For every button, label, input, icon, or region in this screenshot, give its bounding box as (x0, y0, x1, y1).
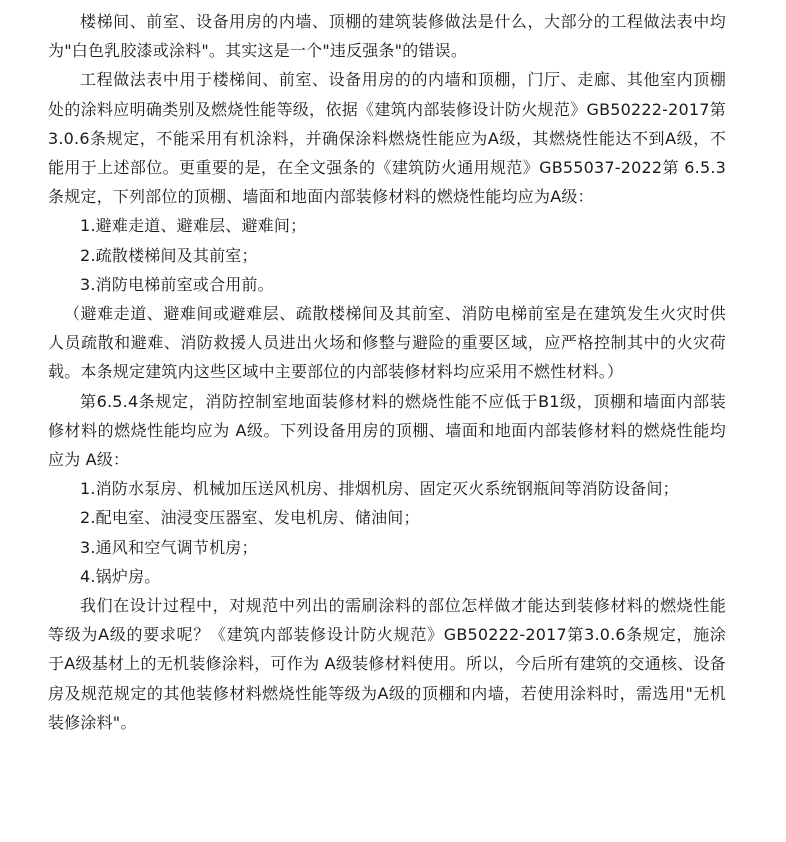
list-item: 1.消防水泵房、机械加压送风机房、排烟机房、固定灭火系统钢瓶间等消防设备间； (80, 479, 679, 499)
paragraph-explanation: （避难走道、避难间或避难层、疏散楼梯间及其前室、消防电梯前室是在建筑发生火灾时供人员疏散和避难、消防救援人员进出火场和修整与避险的重要区域，应严格控制其中的火灾荷载。本条规定建筑内这些区域中主要部位的内部装修材料均应采用不燃性材料。） (48, 304, 726, 382)
paragraph-regulation-6-5-4: 第6.5.4条规定，消防控制室地面装修材料的燃烧性能不应低于B1级，顶棚和墙面内部装修材料的燃烧性能均应为 A级。下列设备用房的顶棚、墙面和地面内部装修材料的燃烧性能均应为 A级： (48, 391, 726, 470)
list-item: 3.通风和空气调节机房； (80, 537, 258, 557)
list-item: 1.避难走道、避难层、避难间； (80, 216, 307, 236)
list-item: 2.配电室、油浸变压器室、发电机房、储油间； (80, 508, 420, 528)
paragraph-intro: 楼梯间、前室、设备用房的内墙、顶棚的建筑装修做法是什么，大部分的工程做法表中均为"白色乳胶漆或涂料"。其实这是一个"违反强条"的错误。 (48, 12, 726, 61)
paragraph-regulation-3-0-6: 工程做法表中用于楼梯间、前室、设备用房的的内墙和顶棚，门厅、走廊、其他室内顶棚处的涂料应明确类别及燃烧性能等级，依据《建筑内部装修设计防火规范》GB50222-2017第3.0.6条规定，不能采用有机涂料，并确保涂料燃烧性能应为A级，其燃烧性能达不到A级，不能用于上述部位。更重要的是，在全文强条的《建筑防火通用规范》GB55037-2022第 6.5.3条规定，下列部位的顶棚、墙面和地面内部装修材料的燃烧性能均应为A级： (48, 70, 726, 207)
paragraph-conclusion: 我们在设计过程中，对规范中列出的需刷涂料的部位怎样做才能达到装修材料的燃烧性能等级为A级的要求呢？《建筑内部装修设计防火规范》GB50222-2017第3.0.6条规定，施涂于A级基材上的无机装修涂料，可作为 A级装修材料使用。所以，今后所有建筑的交通核、设备房及规范规定的其他装修材料燃烧性能等级为A级的顶棚和内墙，若使用涂料时，需选用"无机装修涂料"。 (48, 596, 726, 732)
list-item: 3.消防电梯前室或合用前。 (80, 274, 274, 294)
list-item: 4.锅炉房。 (80, 566, 161, 586)
list-item: 2.疏散楼梯间及其前室； (80, 245, 258, 265)
